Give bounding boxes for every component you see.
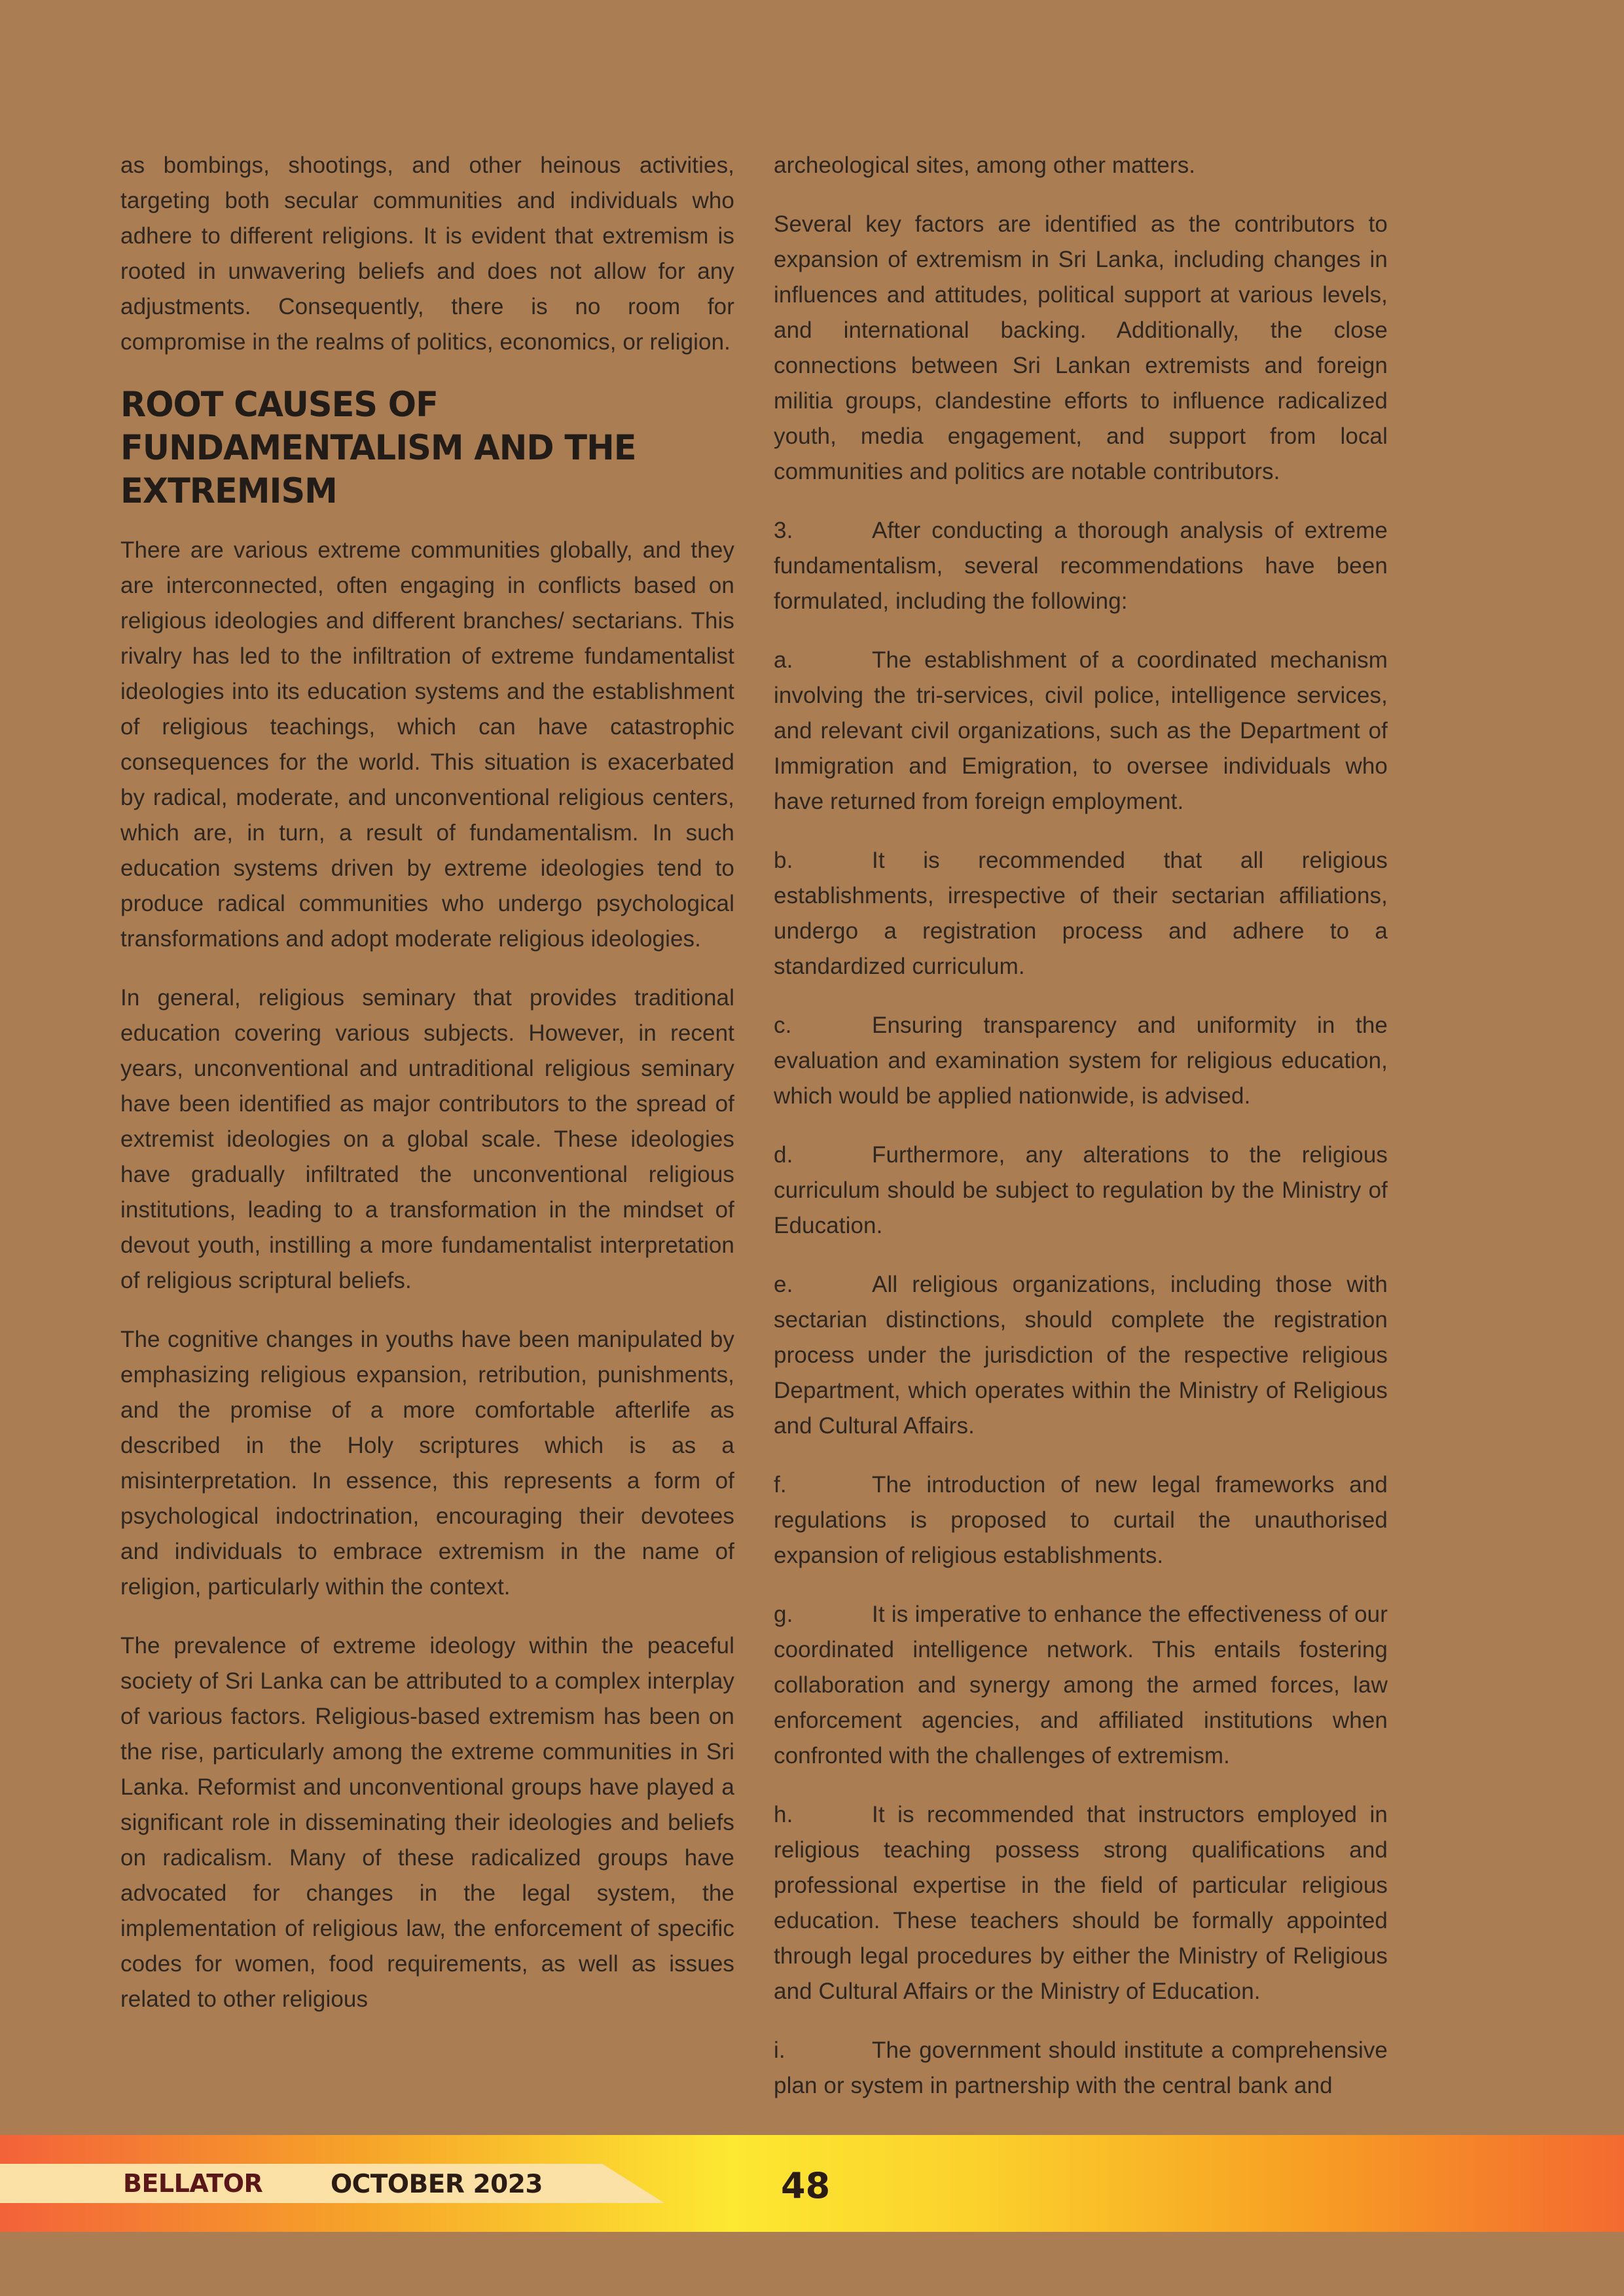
recommendation-item [774, 2033, 1388, 2104]
body-paragraph: The cognitive changes in youths have been manipulated by emphasizing religious expansion, retribution, punishments, and the promise of a more comfortable afterlife as described in the Holy scriptures which is as a misinterpretation. In essence, this represents a form of psychological indoctrination, encouraging their devotees and individuals to embrace extremism in the name of religion, particularly within the context. [120, 1327, 734, 1600]
recommendation-item [774, 1008, 1388, 1114]
recommendation-text: The government should institute a comprehensive plan or system in partnership with the central bank and [774, 2037, 1388, 2098]
recommendation-marker: i. [774, 2037, 785, 2063]
numbered-paragraph [774, 513, 1388, 619]
recommendation-marker: h. [774, 1802, 793, 1827]
recommendation-item [774, 1797, 1388, 2009]
paragraph-text: After conducting a thorough analysis of extreme fundamentalism, several recommendations have been formulated, including the following: [774, 518, 1388, 614]
recommendation-text: All religious organizations, including those with sectarian distinctions, should complete the registration process under the jurisdiction of the respective religious Department, which operates within the Ministry of Religious and Cultural Affairs. [774, 1272, 1388, 1439]
recommendation-text: The establishment of a coordinated mechanism involving the tri-services, civil police, intelligence services, and relevant civil organizations, such as the Department of Immigration and Emigration, to oversee individuals who have returned from foreign employment. [774, 647, 1388, 814]
footer-band [0, 2135, 1624, 2232]
body-paragraph: as bombings, shootings, and other heinous activities, targeting both secular communities and individuals who adhere to different religions. It is evident that extremism is rooted in unwavering beliefs and does not allow for any adjustments. Consequently, there is no room for compromise in the realms of politics, economics, or religion. [120, 152, 734, 355]
body-paragraph: In general, religious seminary that provides traditional education covering various subjects. However, in recent years, unconventional and untraditional religious seminary have been identified as major contributors to the spread of extremist ideologies on a global scale. These ideologies have gradually infiltrated the unconventional religious institutions, leading to a transformation in the mindset of devout youth, instilling a more fundamentalist interpretation of religious scriptural beliefs. [120, 985, 734, 1293]
recommendation-item [774, 1467, 1388, 1573]
magazine-name: BELLATOR [123, 2169, 263, 2198]
body-paragraph: The prevalence of extreme ideology within the peaceful society of Sri Lanka can be attributed to a complex interplay of various factors. Religious-based extremism has been on the rise, particularly among the extreme communities in Sri Lanka. Reformist and unconventional groups have played a significant role in disseminating their ideologies and beliefs on radicalism. Many of these radicalized groups have advocated for changes in the legal system, the implementation of religious law, the enforcement of specific codes for women, food requirements, as well as issues related to other religious [120, 1633, 734, 2012]
recommendation-item [774, 1267, 1388, 1444]
recommendation-item [774, 1597, 1388, 1774]
right-column [774, 148, 1388, 2127]
section-heading: ROOT CAUSES OF FUNDAMENTALISM AND THE EXTREMISM [120, 385, 636, 511]
left-column [120, 148, 734, 2041]
issue-date: OCTOBER 2023 [331, 2170, 543, 2199]
recommendation-item [774, 1138, 1388, 1244]
recommendation-marker: c. [774, 1013, 792, 1038]
page-number: 48 [781, 2165, 831, 2206]
recommendation-marker: a. [774, 647, 793, 673]
recommendation-item [774, 643, 1388, 819]
recommendation-text: Ensuring transparency and uniformity in the evaluation and examination system for religious education, which would be applied nationwide, is advised. [774, 1013, 1388, 1109]
recommendation-text: It is recommended that instructors employed in religious teaching possess strong qualifications and professional expertise in the field of particular religious education. These teachers should be formally appointed through legal procedures by either the Ministry of Religious and Cultural Affairs or the Ministry of Education. [774, 1802, 1388, 2004]
recommendation-marker: e. [774, 1272, 793, 1297]
body-paragraph: Several key factors are identified as the contributors to expansion of extremism in Sri Lanka, including changes in influences and attitudes, political support at various levels, and international backing. Additionally, the close connections between Sri Lankan extremists and foreign militia groups, clandestine efforts to influence radicalized youth, media engagement, and support from local communities and politics are notable contributors. [774, 211, 1388, 484]
recommendation-marker: d. [774, 1142, 793, 1168]
recommendation-text: It is imperative to enhance the effectiveness of our coordinated intelligence network. This entails fostering collaboration and synergy among the armed forces, law enforcement agencies, and affiliated institutions when confronted with the challenges of extremism. [774, 1602, 1388, 1768]
body-paragraph: archeological sites, among other matters. [774, 152, 1196, 178]
recommendation-text: The introduction of new legal frameworks and regulations is proposed to curtail the unauthorised expansion of religious establishments. [774, 1472, 1388, 1568]
paragraph-number: 3. [774, 518, 793, 543]
recommendation-marker: g. [774, 1602, 793, 1627]
recommendation-text: Furthermore, any alterations to the religious curriculum should be subject to regulation by the Ministry of Education. [774, 1142, 1388, 1238]
recommendation-marker: f. [774, 1472, 787, 1498]
recommendation-item [774, 843, 1388, 984]
recommendation-marker: b. [774, 848, 793, 873]
recommendation-text: It is recommended that all religious establishments, irrespective of their sectarian affiliations, undergo a registration process and adhere to a standardized curriculum. [774, 848, 1388, 979]
body-paragraph: There are various extreme communities globally, and they are interconnected, often engaging in conflicts based on religious ideologies and different branches/ sectarians. This rivalry has led to the infiltration of extreme fundamentalist ideologies into its education systems and the establishment of religious teachings, which can have catastrophic consequences for the world. This situation is exacerbated by radical, moderate, and unconventional religious centers, which are, in turn, a result of fundamentalism. In such education systems driven by extreme ideologies tend to produce radical communities who undergo psychological transformations and adopt moderate religious ideologies. [120, 537, 734, 952]
